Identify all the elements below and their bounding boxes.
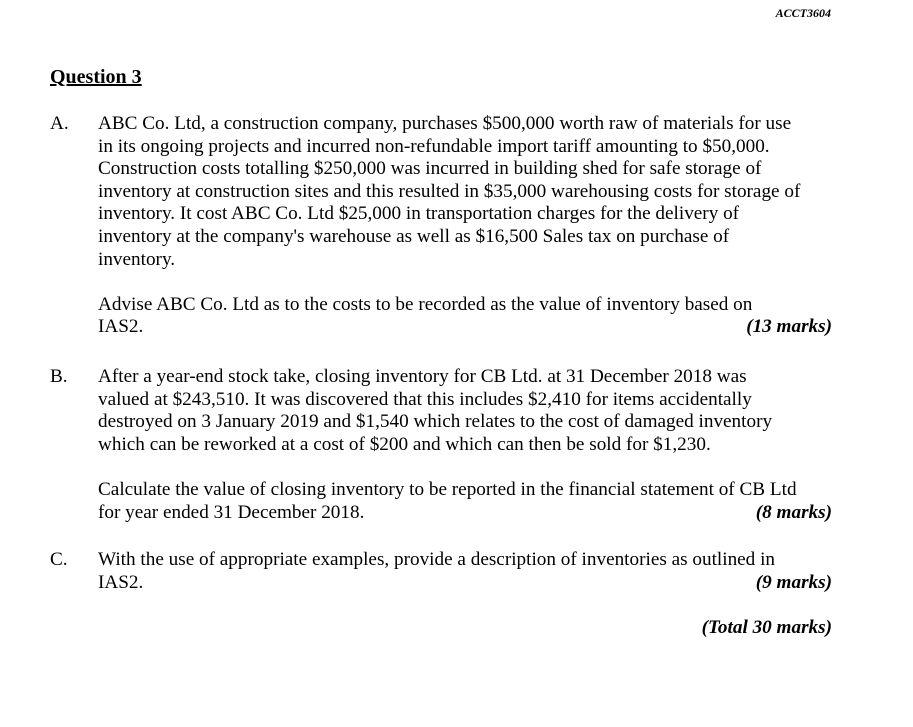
section-b-letter: B. bbox=[50, 366, 68, 387]
section-b-line: destroyed on 3 January 2019 and $1,540 which relates to the cost of damaged inventory bbox=[98, 411, 773, 433]
section-b-marks: (8 marks) bbox=[755, 501, 832, 523]
section-b-line: which can be reworked at a cost of $200 and which can then be sold for $1,230. bbox=[98, 433, 711, 455]
section-b-task-line: for year ended 31 December 2018. bbox=[98, 501, 365, 523]
section-b-task bbox=[98, 479, 832, 524]
section-c-task-line: IAS2. bbox=[98, 571, 144, 593]
section-a-line: ABC Co. Ltd, a construction company, purchases $500,000 worth raw of materials for use bbox=[98, 113, 792, 134]
course-code: ACCT3604 bbox=[775, 6, 831, 20]
section-a-letter: A. bbox=[50, 113, 69, 134]
section-b-line: valued at $243,510. It was discovered that this includes $2,410 for items accidentally bbox=[98, 388, 752, 410]
section-b bbox=[50, 366, 832, 524]
section-b-description bbox=[98, 366, 832, 456]
section-c-letter: C. bbox=[50, 549, 68, 570]
section-a-line: inventory at construction sites and this resulted in $35,000 warehousing costs for storage of bbox=[98, 180, 801, 202]
section-a-task bbox=[98, 294, 832, 339]
section-a-line: Construction costs totalling $250,000 was incurred in building shed for safe storage of bbox=[98, 158, 762, 180]
section-c-body bbox=[98, 549, 832, 594]
section-a bbox=[50, 113, 832, 339]
section-a-task-line: Advise ABC Co. Ltd as to the costs to be recorded as the value of inventory based on bbox=[98, 293, 753, 315]
question-title: Question 3 bbox=[50, 66, 142, 88]
section-c bbox=[50, 549, 832, 594]
section-b-task-line: Calculate the value of closing inventory to be reported in the financial statement of CB Ltd bbox=[98, 478, 797, 500]
section-a-body bbox=[98, 113, 832, 339]
total-marks: (Total 30 marks) bbox=[701, 617, 832, 638]
section-b-line: After a year-end stock take, closing inventory for CB Ltd. at 31 December 2018 was bbox=[98, 366, 747, 387]
section-a-line: inventory. bbox=[98, 248, 176, 270]
section-c-task-line: With the use of appropriate examples, provide a description of inventories as outlined in bbox=[98, 549, 775, 570]
section-a-marks: (13 marks) bbox=[746, 316, 832, 338]
section-a-task-line: IAS2. bbox=[98, 316, 144, 338]
section-b-body bbox=[98, 366, 832, 524]
section-c-task bbox=[98, 549, 832, 594]
section-a-line: inventory at the company's warehouse as well as $16,500 Sales tax on purchase of bbox=[98, 225, 730, 247]
section-a-description bbox=[98, 113, 832, 271]
section-c-marks: (9 marks) bbox=[755, 571, 832, 593]
section-a-line: in its ongoing projects and incurred non-refundable import tariff amounting to $50,000. bbox=[98, 135, 770, 157]
section-a-line: inventory. It cost ABC Co. Ltd $25,000 in transportation charges for the delivery of bbox=[98, 203, 740, 225]
